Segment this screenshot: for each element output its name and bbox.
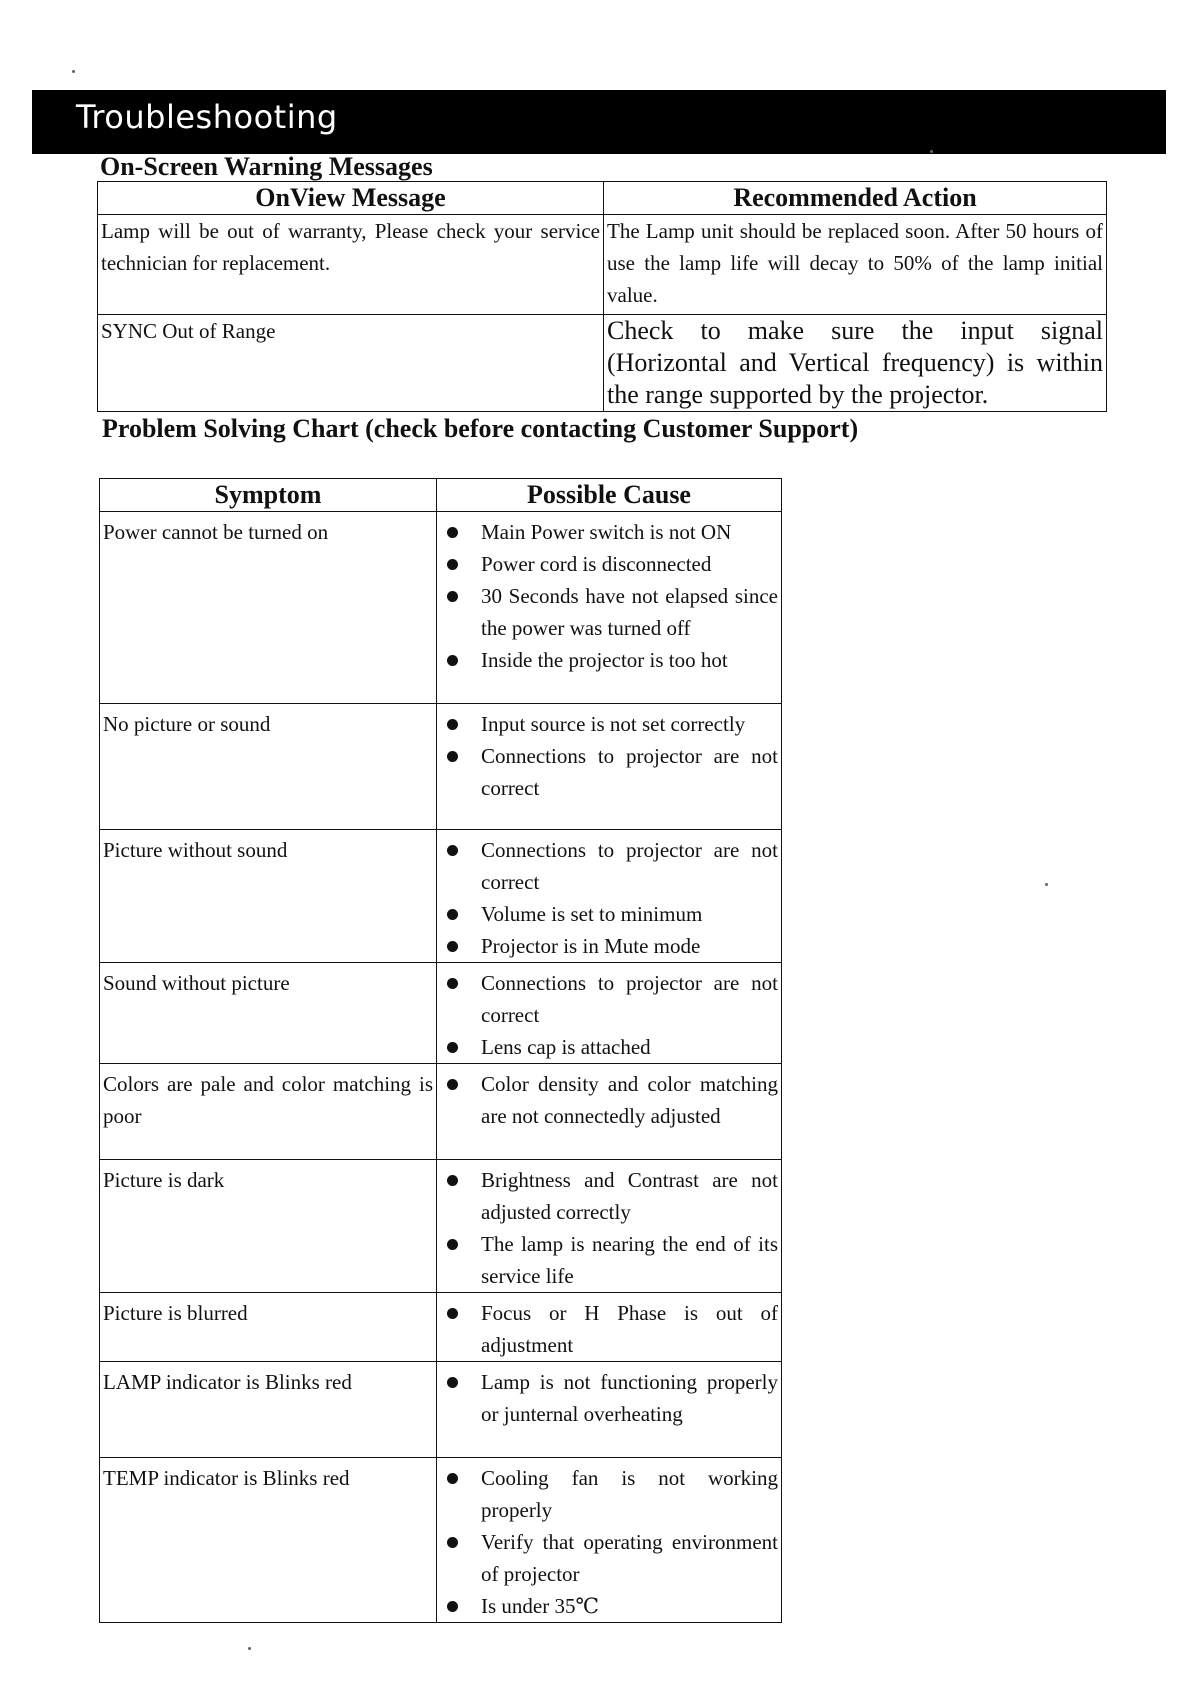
cause-item: Power cord is disconnected — [439, 548, 778, 580]
table-row — [98, 215, 1107, 315]
table-row — [100, 830, 782, 963]
table-row — [100, 1160, 782, 1293]
cause-item: Brightness and Contrast are not adjusted correctly — [439, 1164, 778, 1228]
scan-speck — [1045, 883, 1048, 886]
symptom-cell: Colors are pale and color matching is poor — [100, 1064, 437, 1160]
cause-item: 30 Seconds have not elapsed since the power was turned off — [439, 580, 778, 644]
scan-speck — [72, 70, 75, 73]
cause-item: Projector is in Mute mode — [439, 930, 778, 962]
table-header-row — [98, 182, 1107, 215]
page-title: Troubleshooting — [76, 98, 338, 136]
cause-item: Connections to projector are not correct — [439, 834, 778, 898]
symptom-cell: Picture is dark — [100, 1160, 437, 1293]
cause-item: Main Power switch is not ON — [439, 516, 778, 548]
symptom-cell: TEMP indicator is Blinks red — [100, 1458, 437, 1623]
cause-item: Volume is set to minimum — [439, 898, 778, 930]
cause-item: Verify that operating environment of projector — [439, 1526, 778, 1590]
cause-cell — [437, 512, 782, 704]
table-row — [100, 1458, 782, 1623]
symptom-cell: Picture is blurred — [100, 1293, 437, 1362]
scan-speck — [248, 1647, 251, 1650]
cause-cell — [437, 1160, 782, 1293]
cause-item: Lens cap is attached — [439, 1031, 778, 1063]
cause-cell — [437, 830, 782, 963]
table-row — [100, 963, 782, 1064]
warning-messages-table — [97, 181, 1107, 412]
warning-message: Lamp will be out of warranty, Please check your service technician for replacement. — [98, 215, 604, 315]
cause-cell — [437, 1293, 782, 1362]
cause-item: Is under 35℃ — [439, 1590, 778, 1622]
table-row — [100, 512, 782, 704]
problem-solving-table — [99, 478, 782, 1623]
cause-cell — [437, 1362, 782, 1458]
cause-item: Inside the projector is too hot — [439, 644, 778, 676]
scan-speck — [930, 150, 933, 153]
cause-item: Connections to projector are not correct — [439, 967, 778, 1031]
col-recommended-action: Recommended Action — [604, 182, 1107, 215]
cause-item: The lamp is nearing the end of its service life — [439, 1228, 778, 1292]
symptom-cell: LAMP indicator is Blinks red — [100, 1362, 437, 1458]
cause-cell — [437, 1458, 782, 1623]
table-row — [98, 315, 1107, 412]
symptom-cell: Picture without sound — [100, 830, 437, 963]
table-row — [100, 1362, 782, 1458]
header-banner — [32, 90, 1166, 154]
warning-action: Check to make sure the input signal (Horizontal and Vertical frequency) is within the range supported by the projector. — [604, 315, 1107, 412]
col-possible-cause: Possible Cause — [437, 479, 782, 512]
warning-action: The Lamp unit should be replaced soon. After 50 hours of use the lamp life will decay to 50% of the lamp initial value. — [604, 215, 1107, 315]
symptom-cell: No picture or sound — [100, 704, 437, 830]
warning-section-title: On-Screen Warning Messages — [100, 152, 433, 181]
table-row — [100, 704, 782, 830]
cause-cell — [437, 963, 782, 1064]
problem-section-title: Problem Solving Chart (check before contacting Customer Support) — [102, 414, 859, 443]
warning-message: SYNC Out of Range — [98, 315, 604, 412]
col-symptom: Symptom — [100, 479, 437, 512]
table-row — [100, 1064, 782, 1160]
symptom-cell: Power cannot be turned on — [100, 512, 437, 704]
table-row — [100, 1293, 782, 1362]
cause-cell — [437, 1064, 782, 1160]
cause-item: Connections to projector are not correct — [439, 740, 778, 804]
cause-item: Lamp is not functioning properly or junternal overheating — [439, 1366, 778, 1430]
cause-cell — [437, 704, 782, 830]
cause-item: Color density and color matching are not connectedly adjusted — [439, 1068, 778, 1132]
cause-item: Focus or H Phase is out of adjustment — [439, 1297, 778, 1361]
symptom-cell: Sound without picture — [100, 963, 437, 1064]
table-header-row — [100, 479, 782, 512]
cause-item: Input source is not set correctly — [439, 708, 778, 740]
col-onview-message: OnView Message — [98, 182, 604, 215]
cause-item: Cooling fan is not working properly — [439, 1462, 778, 1526]
